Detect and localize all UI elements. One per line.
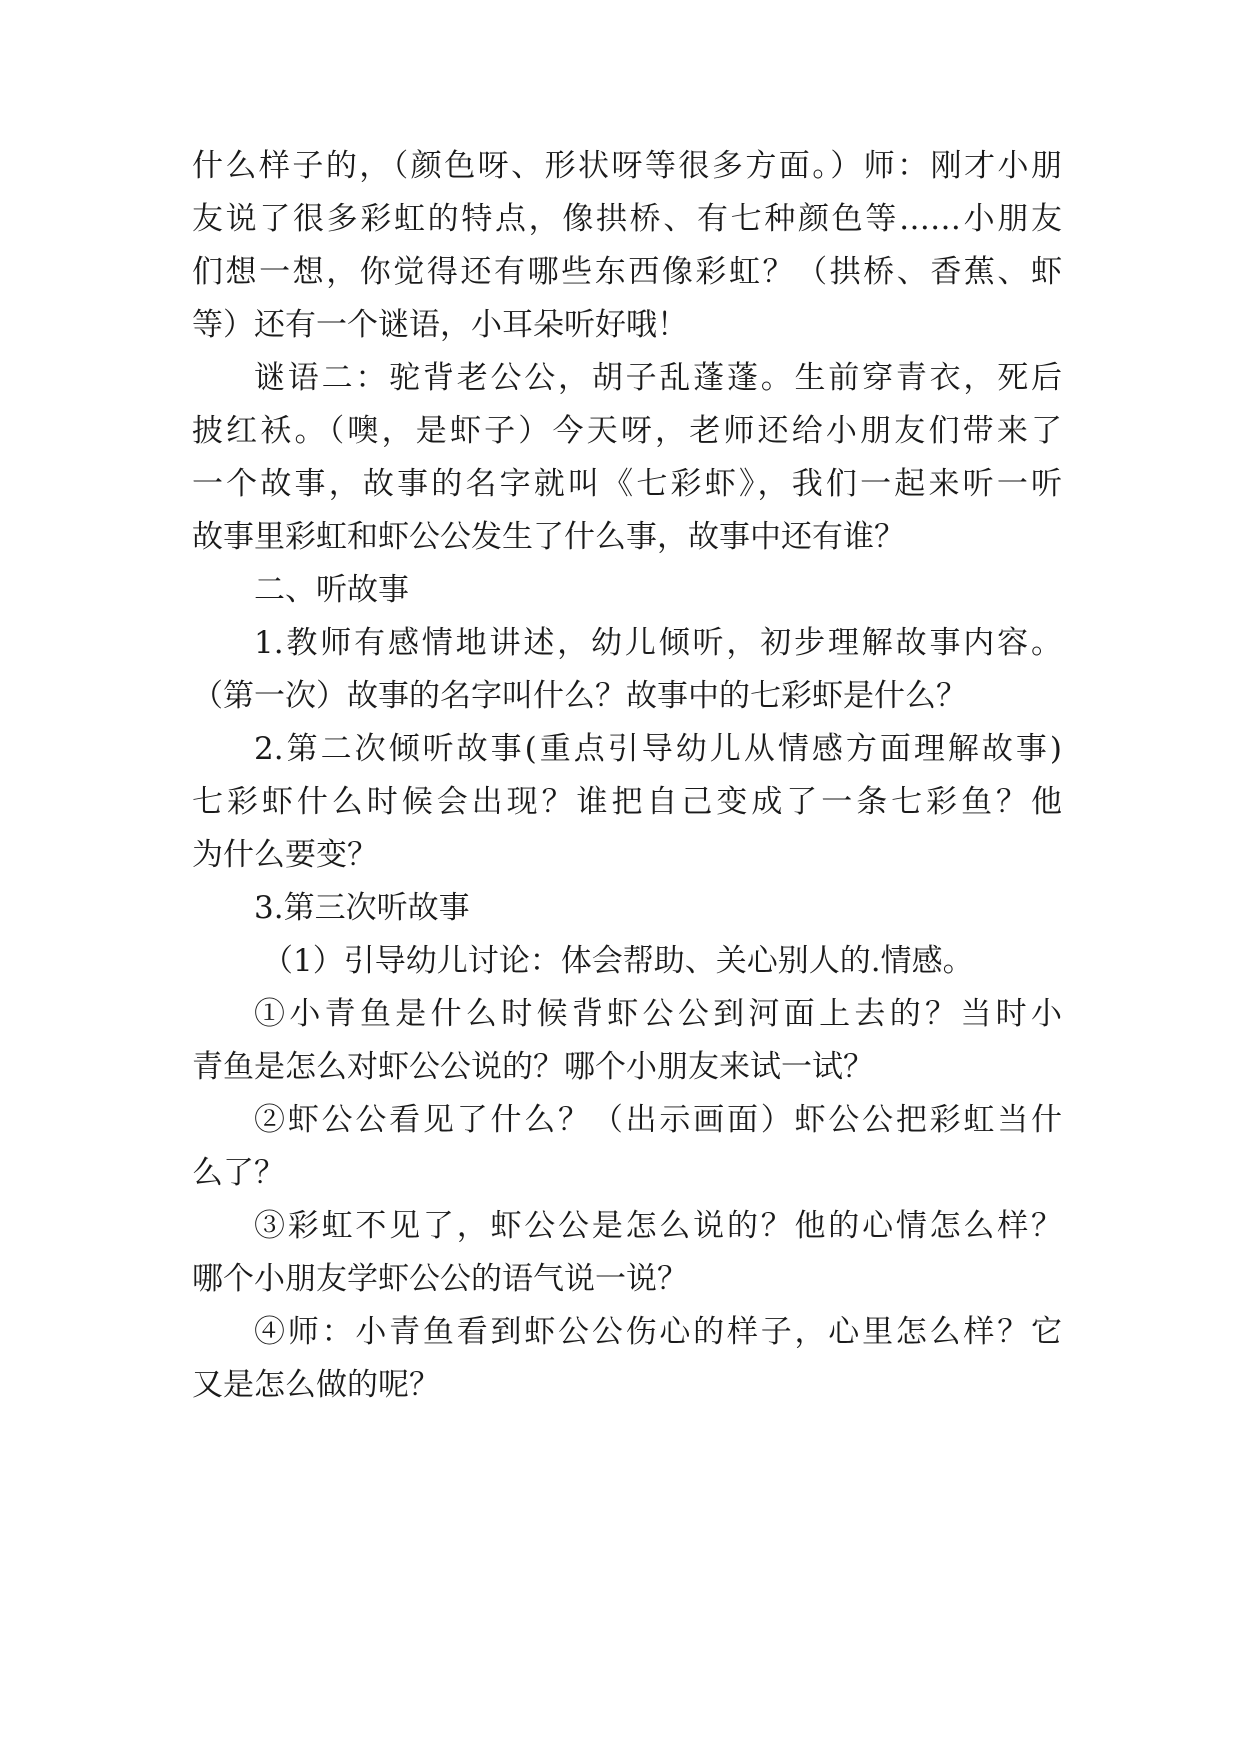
text-line: 们想一想，你觉得还有哪些东西像彩虹？（拱桥、香蕉、虾 — [192, 254, 1062, 290]
text-line: 谜语二：驼背老公公，胡子乱蓬蓬。生前穿青衣，死后 — [254, 360, 1062, 396]
text-line: 3.第三次听故事 — [254, 890, 470, 926]
text-line: （第一次）故事的名字叫什么？故事中的七彩虾是什么？ — [192, 678, 967, 714]
text-line: ④师：小青鱼看到虾公公伤心的样子，心里怎么样？它 — [254, 1314, 1062, 1350]
text-line: 又是怎么做的呢？ — [192, 1367, 440, 1403]
section-heading: 二、听故事 — [254, 572, 409, 608]
text-line: 为什么要变？ — [192, 837, 378, 873]
text-line: 七彩虾什么时候会出现？谁把自己变成了一条七彩鱼？他 — [192, 784, 1062, 820]
text-line: ③彩虹不见了，虾公公是怎么说的？他的心情怎么样？ — [254, 1208, 1062, 1244]
text-line: 披红袄。（噢，是虾子）今天呀，老师还给小朋友们带来了 — [192, 413, 1062, 449]
text-line: 一个故事，故事的名字就叫《七彩虾》，我们一起来听一听 — [192, 466, 1062, 502]
text-line: （1）引导幼儿讨论：体会帮助、关心别人的.情感。 — [262, 943, 974, 979]
text-line: 友说了很多彩虹的特点，像拱桥、有七种颜色等……小朋友 — [192, 201, 1062, 237]
text-line: 么了？ — [192, 1155, 285, 1191]
text-line: 等）还有一个谜语，小耳朵听好哦！ — [192, 307, 688, 343]
text-line: 青鱼是怎么对虾公公说的？哪个小朋友来试一试？ — [192, 1049, 874, 1085]
text-line: ②虾公公看见了什么？（出示画面）虾公公把彩虹当什 — [254, 1102, 1062, 1138]
text-line: 2.第二次倾听故事(重点引导幼儿从情感方面理解故事) — [254, 731, 1062, 767]
text-line: 什么样子的，（颜色呀、形状呀等很多方面。）师：刚才小朋 — [192, 148, 1062, 184]
text-line: 1.教师有感情地讲述，幼儿倾听，初步理解故事内容。 — [254, 625, 1062, 661]
text-line: 哪个小朋友学虾公公的语气说一说？ — [192, 1261, 688, 1297]
text-line: 故事里彩虹和虾公公发生了什么事，故事中还有谁？ — [192, 519, 905, 555]
text-line: ①小青鱼是什么时候背虾公公到河面上去的？当时小 — [254, 996, 1062, 1032]
